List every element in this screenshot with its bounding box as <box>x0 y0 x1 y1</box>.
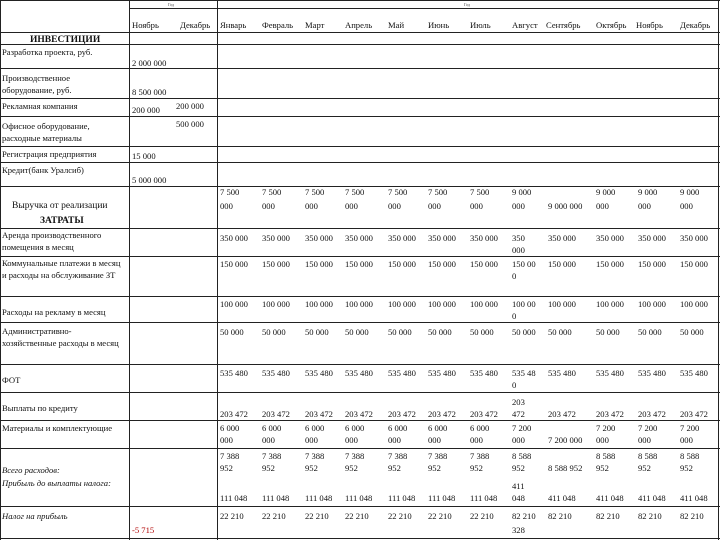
cell-value: 150 000 <box>305 259 333 269</box>
cell-value: 000 <box>470 435 483 445</box>
row-label-utilities: Коммунальные платежи в месяц и расходы на обслуживание ЗТ <box>2 258 121 280</box>
cell-value: 100 00 <box>512 299 536 309</box>
row-label-office: Офисное оборудование, расходные материалы <box>2 121 90 143</box>
grid-line <box>0 44 720 45</box>
grid-line <box>0 162 720 163</box>
cell-value: 111 048 <box>470 493 498 503</box>
cell-value: 50 000 <box>548 327 572 337</box>
cell-value: 150 000 <box>470 259 498 269</box>
cell-value: 100 000 <box>220 299 248 309</box>
row-label-tax: Налог на прибыль <box>2 511 68 521</box>
cell-value: 000 <box>345 201 358 211</box>
cell-value: 7 388 <box>305 451 325 461</box>
cell-value: 22 210 <box>262 511 286 521</box>
cell-value: 952 <box>512 463 525 473</box>
section-costs: ЗАТРАТЫ <box>40 216 84 226</box>
cell-value: 203 472 <box>596 409 624 419</box>
cell-value: 7 388 <box>220 451 240 461</box>
cell-value: 100 000 <box>638 299 666 309</box>
cell-value: 100 000 <box>680 299 708 309</box>
grid-line <box>0 392 720 393</box>
cell-value: 952 <box>388 463 401 473</box>
cell-value: 6 000 <box>470 423 490 433</box>
cell-value: 82 210 <box>680 511 704 521</box>
cell-value: 150 000 <box>262 259 290 269</box>
grid-line <box>0 448 720 449</box>
cell-value: 50 000 <box>470 327 494 337</box>
cell-value: 6 000 <box>262 423 282 433</box>
cell-value: 50 000 <box>305 327 329 337</box>
cell-value: 535 480 <box>262 368 290 378</box>
cell-value: 328 <box>512 525 525 535</box>
cell-value: 100 000 <box>428 299 456 309</box>
cell-value: 100 000 <box>345 299 373 309</box>
cell-value: 50 000 <box>262 327 286 337</box>
cell-value: 111 048 <box>388 493 416 503</box>
cell-value: 15 000 <box>132 151 156 161</box>
cell-value: 22 210 <box>220 511 244 521</box>
cell-value: 000 <box>388 201 401 211</box>
cell-value: 535 480 <box>388 368 416 378</box>
cell-value: 000 <box>428 201 441 211</box>
cell-value: 000 <box>262 201 275 211</box>
cell-value: 5 000 000 <box>132 175 167 185</box>
grid-line <box>0 364 720 365</box>
row-label-credit-payment: Выплаты по кредиту <box>2 403 78 413</box>
cell-value: 150 000 <box>680 259 708 269</box>
cell-value: 100 000 <box>388 299 416 309</box>
cell-value: 203 472 <box>428 409 456 419</box>
cell-value: 6 000 <box>220 423 240 433</box>
cell-value: 203 472 <box>220 409 248 419</box>
row-label-revenue: Выручка от реализации <box>12 201 108 211</box>
cell-value: 9 000 <box>512 187 532 197</box>
cell-value: 000 <box>220 435 233 445</box>
cell-value: 8 588 <box>680 451 700 461</box>
cell-value: 952 <box>470 463 483 473</box>
cell-value: 350 000 <box>305 233 333 243</box>
cell-value: 100 000 <box>548 299 576 309</box>
cell-value: 7 388 <box>345 451 365 461</box>
cell-value: 952 <box>680 463 693 473</box>
cell-value: 82 210 <box>596 511 620 521</box>
cell-value: 100 000 <box>262 299 290 309</box>
row-label-total: Всего расходов: <box>2 465 60 475</box>
row-label-rent: Аренда производственного помещения в месяц <box>2 230 102 252</box>
cell-value: 22 210 <box>305 511 329 521</box>
cell-value: 111 048 <box>262 493 290 503</box>
cell-value: 952 <box>596 463 609 473</box>
cell-value: 111 048 <box>305 493 333 503</box>
cell-value: 22 210 <box>428 511 452 521</box>
cell-value: 350 000 <box>548 233 576 243</box>
row-label-dev: Разработка проекта, руб. <box>2 47 93 57</box>
cell-value: 203 472 <box>548 409 576 419</box>
grid-line <box>0 322 720 323</box>
cell-value: 350 000 <box>388 233 416 243</box>
cell-value: 8 500 000 <box>132 87 167 97</box>
cell-value: 535 480 <box>345 368 373 378</box>
grid-line <box>0 68 720 69</box>
cell-value: 535 480 <box>470 368 498 378</box>
row-label-materials: Материалы и комплектующие <box>2 423 113 433</box>
cell-value: 50 000 <box>345 327 369 337</box>
cell-value: 203 472 <box>345 409 373 419</box>
cell-value: 8 588 <box>596 451 616 461</box>
cell-value: 203 <box>512 397 525 407</box>
cell-value: 82 210 <box>548 511 572 521</box>
row-label-admin: Административно-хозяйственные расходы в месяц <box>2 326 119 348</box>
cell-value: 7 200 <box>680 423 700 433</box>
grid-line <box>0 506 720 507</box>
cell-value: 8 588 <box>512 451 532 461</box>
cell-value: 535 480 <box>680 368 708 378</box>
cell-value: 350 000 <box>262 233 290 243</box>
cell-value: 2 000 000 <box>132 58 167 68</box>
cell-value: 000 <box>680 435 693 445</box>
month-header: Январь <box>220 20 247 30</box>
cell-value: 7 388 <box>470 451 490 461</box>
month-header: Декабрь <box>180 20 211 30</box>
grid-line <box>129 0 130 540</box>
cell-value: 6 000 <box>428 423 448 433</box>
month-header: Октябрь <box>596 20 627 30</box>
cell-value: 000 <box>680 201 693 211</box>
cell-value: 50 000 <box>680 327 704 337</box>
cell-value: 6 000 <box>345 423 365 433</box>
cell-value: 7 200 <box>512 423 532 433</box>
cell-value: 952 <box>220 463 233 473</box>
row-label-equip: Производственное оборудование, руб. <box>2 73 72 95</box>
cell-value: 50 000 <box>596 327 620 337</box>
cell-value: 9 000 000 <box>548 201 583 211</box>
cell-value: 952 <box>428 463 441 473</box>
cell-value: 535 480 <box>305 368 333 378</box>
row-label-payroll: ФОТ <box>2 375 21 385</box>
cell-value: 8 588 952 <box>548 463 583 473</box>
cell-value: 203 472 <box>638 409 666 419</box>
row-label-profit-before-tax: Прибыль до выплаты налога: <box>2 478 111 488</box>
cell-value: 0 <box>512 271 517 281</box>
cell-value: 000 <box>428 435 441 445</box>
cell-value: 535 480 <box>638 368 666 378</box>
cell-value: 952 <box>262 463 275 473</box>
grid-line <box>0 32 720 33</box>
cell-value: 82 210 <box>638 511 662 521</box>
section-investments: ИНВЕСТИЦИИ <box>30 35 101 45</box>
month-header: Март <box>305 20 325 30</box>
cell-value: 411 048 <box>680 493 708 503</box>
year-label: Год <box>464 2 470 7</box>
grid-line <box>0 0 720 1</box>
cell-value: 150 000 <box>428 259 456 269</box>
month-header: Декабрь <box>680 20 711 30</box>
cell-value: 150 000 <box>548 259 576 269</box>
cell-value: 048 <box>512 493 525 503</box>
cell-value: 50 000 <box>428 327 452 337</box>
cell-value: 150 000 <box>638 259 666 269</box>
month-header: Сентябрь <box>546 20 581 30</box>
cell-value: 350 000 <box>345 233 373 243</box>
grid-line <box>718 0 719 540</box>
month-header: Июль <box>470 20 491 30</box>
cell-value: 203 472 <box>262 409 290 419</box>
cell-value: 7 500 <box>345 187 365 197</box>
row-label-credit: Кредит(банк Уралсиб) <box>2 165 84 175</box>
cell-value: 82 210 <box>512 511 536 521</box>
grid-line <box>0 0 1 540</box>
grid-line <box>217 0 218 540</box>
cell-value: 203 472 <box>305 409 333 419</box>
cell-value: 535 48 <box>512 368 536 378</box>
cell-value: 22 210 <box>470 511 494 521</box>
cell-value: 000 <box>305 201 318 211</box>
cell-value: 535 480 <box>428 368 456 378</box>
cell-value: 150 000 <box>596 259 624 269</box>
cell-value: 7 500 <box>428 187 448 197</box>
cell-value: 7 200 <box>596 423 616 433</box>
cell-value: 000 <box>470 201 483 211</box>
row-label-registration: Регистрация предприятия <box>2 149 97 159</box>
cell-value: 000 <box>512 245 525 255</box>
cell-value: 8 588 <box>638 451 658 461</box>
cell-value: 7 388 <box>428 451 448 461</box>
cell-value: 411 048 <box>638 493 666 503</box>
cell-value: 350 000 <box>470 233 498 243</box>
grid-line <box>0 146 720 147</box>
cell-value: 7 500 <box>470 187 490 197</box>
cell-value: 000 <box>638 435 651 445</box>
cell-value: 350 000 <box>596 233 624 243</box>
row-label-ad-campaign: Рекламная компания <box>2 101 78 111</box>
cell-value: 7 388 <box>262 451 282 461</box>
cell-value: 952 <box>638 463 651 473</box>
cell-value: 7 200 000 <box>548 435 583 445</box>
cell-value: 000 <box>220 201 233 211</box>
cell-value: 535 480 <box>548 368 576 378</box>
cell-value: 22 210 <box>388 511 412 521</box>
grid-line <box>0 116 720 117</box>
month-header: Ноябрь <box>132 20 159 30</box>
month-header: Август <box>512 20 538 30</box>
cell-value: 000 <box>596 435 609 445</box>
cell-value: 100 000 <box>596 299 624 309</box>
cell-value: 000 <box>305 435 318 445</box>
cell-value: 411 <box>512 481 525 491</box>
cell-value: 000 <box>512 435 525 445</box>
cell-value: 000 <box>345 435 358 445</box>
cell-value: 535 480 <box>596 368 624 378</box>
cell-value: 203 472 <box>388 409 416 419</box>
cell-value: 9 000 <box>680 187 700 197</box>
cell-value: 350 000 <box>220 233 248 243</box>
cell-value: 350 000 <box>428 233 456 243</box>
cell-value: 350 000 <box>680 233 708 243</box>
cell-value: 203 472 <box>470 409 498 419</box>
cell-value: 100 000 <box>305 299 333 309</box>
month-header: Апрель <box>345 20 373 30</box>
grid-line <box>0 296 720 297</box>
cell-value: 411 048 <box>596 493 624 503</box>
cell-value: 350 000 <box>638 233 666 243</box>
cell-value: 50 000 <box>388 327 412 337</box>
cell-value: 6 000 <box>305 423 325 433</box>
cell-value: 7 200 <box>638 423 658 433</box>
cell-value: 150 000 <box>388 259 416 269</box>
cell-value: 7 500 <box>262 187 282 197</box>
cell-value: 000 <box>388 435 401 445</box>
cell-value: 150 00 <box>512 259 536 269</box>
cell-value: 472 <box>512 409 525 419</box>
month-header: Июнь <box>428 20 450 30</box>
cell-value: 50 000 <box>220 327 244 337</box>
cell-value: 111 048 <box>428 493 456 503</box>
cell-value: 200 000 <box>176 101 204 111</box>
cell-value: 000 <box>638 201 651 211</box>
cell-value: 150 000 <box>220 259 248 269</box>
cell-value: 22 210 <box>345 511 369 521</box>
year-label: Год <box>168 2 174 7</box>
cell-value: 150 000 <box>345 259 373 269</box>
cell-value: 203 472 <box>680 409 708 419</box>
cell-value: 6 000 <box>388 423 408 433</box>
cell-value: 350 <box>512 233 525 243</box>
cell-value: 111 048 <box>220 493 248 503</box>
grid-line <box>0 538 720 539</box>
cell-value: 411 048 <box>548 493 576 503</box>
cell-value: 952 <box>345 463 358 473</box>
cell-value: 50 000 <box>638 327 662 337</box>
cell-value: 952 <box>305 463 318 473</box>
cell-value: 111 048 <box>345 493 373 503</box>
month-header: Май <box>388 20 405 30</box>
cell-value: 0 <box>512 311 517 321</box>
cell-value: 535 480 <box>220 368 248 378</box>
cell-value: 000 <box>262 435 275 445</box>
row-label-ad-month: Расходы на рекламу в месяц <box>2 307 106 317</box>
cell-value: 000 <box>596 201 609 211</box>
cell-value: 7 500 <box>220 187 240 197</box>
grid-line <box>0 420 720 421</box>
cell-value: 7 388 <box>388 451 408 461</box>
cell-value: 100 000 <box>470 299 498 309</box>
cell-value: 50 000 <box>512 327 536 337</box>
cell-value: 0 <box>512 380 517 390</box>
cell-value: 200 000 <box>132 105 160 115</box>
cell-value: 9 000 <box>596 187 616 197</box>
cell-value: 500 000 <box>176 119 204 129</box>
cell-value: 000 <box>512 201 525 211</box>
cell-value: 7 500 <box>305 187 325 197</box>
cell-value: -5 715 <box>132 525 155 535</box>
month-header: Февраль <box>262 20 294 30</box>
cell-value: 9 000 <box>638 187 658 197</box>
grid-line <box>0 98 720 99</box>
month-header: Ноябрь <box>636 20 663 30</box>
grid-line <box>129 8 719 9</box>
cell-value: 7 500 <box>388 187 408 197</box>
